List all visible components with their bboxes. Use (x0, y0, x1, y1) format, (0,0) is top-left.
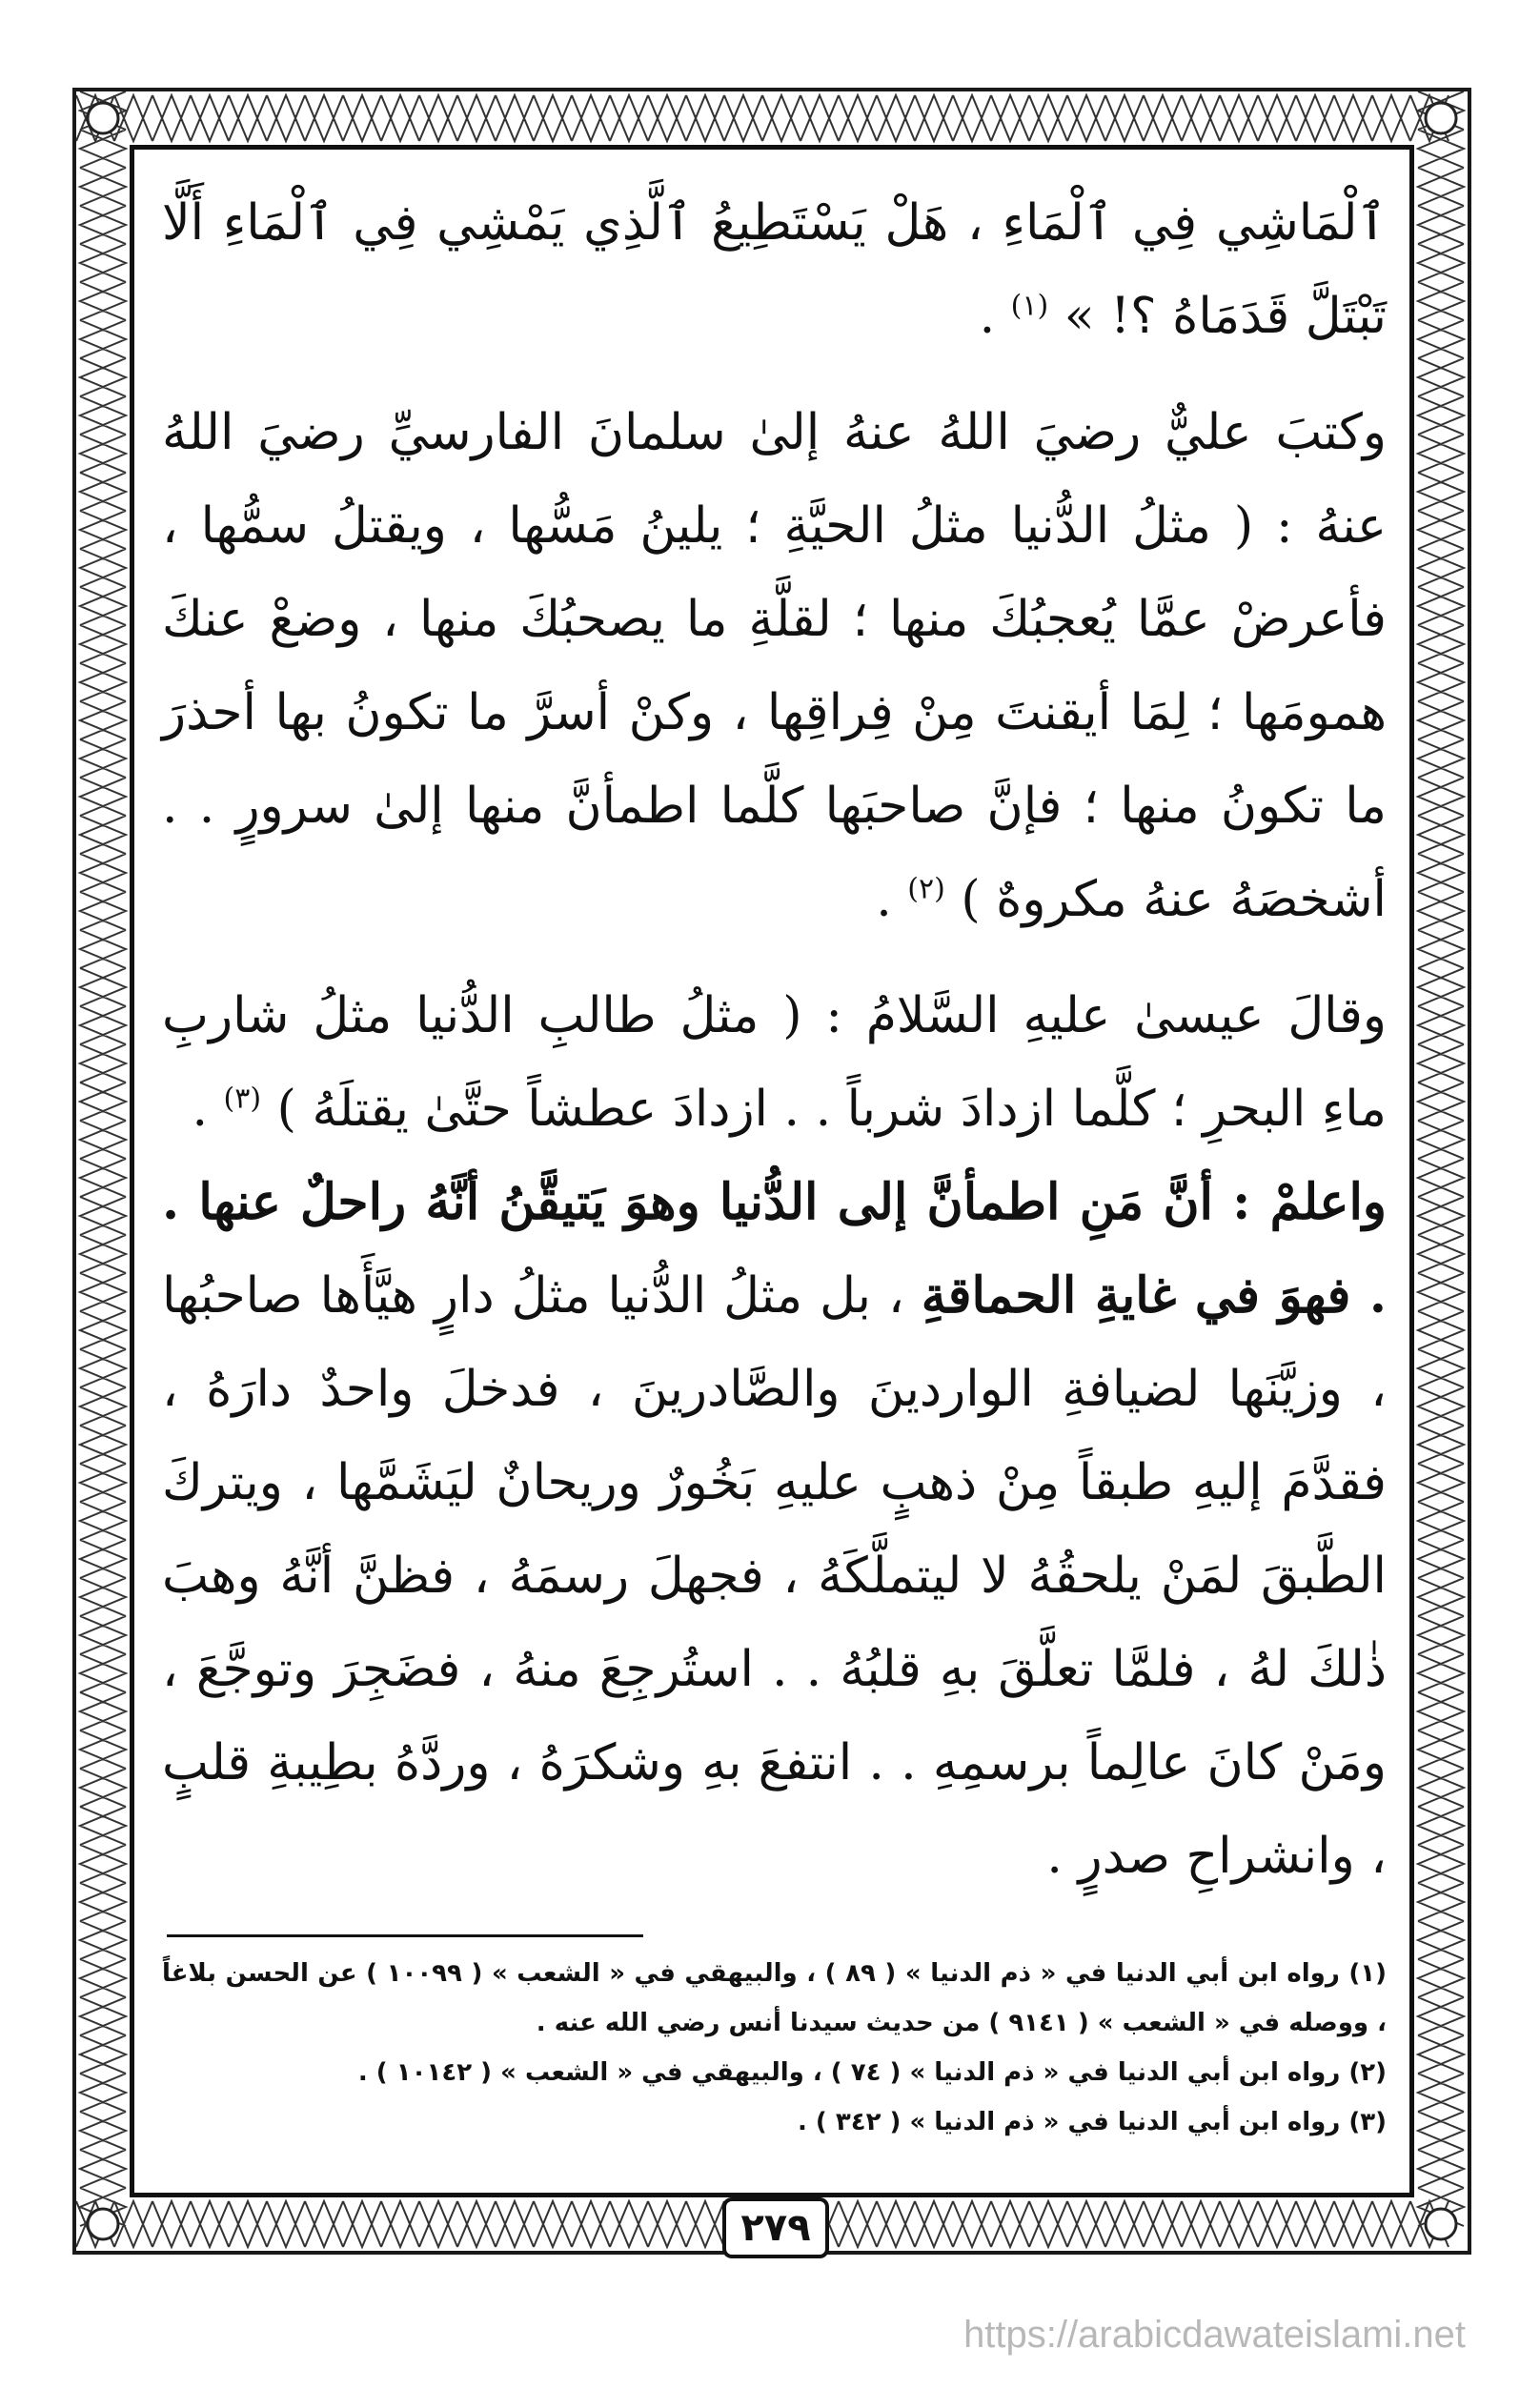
paragraph-3 (162, 969, 1387, 1156)
footnote-1: (١) رواه ابن أبي الدنيا في « ذم الدنيا » ( ٨٩ ) ، والبيهقي في « الشعب » ( ١٠٠٩٩ ) عن الحسن بلاغاً ، ووصله في « الشعب » ( ٩١٤١ ) من حديث سيدنا أنس رضي الله عنه . (162, 1959, 1387, 2037)
footnote-separator (167, 1934, 643, 1937)
paragraph-end: . (876, 871, 892, 928)
paragraph-2 (162, 386, 1387, 946)
corner-ornament-icon (88, 103, 118, 133)
paragraph-text: ٱلْمَاشِي فِي ٱلْمَاءِ ، هَلْ يَسْتَطِيعُ ٱلَّذِي يَمْشِي فِي ٱلْمَاءِ أَلَّا تَبْتَلَّ قَدَمَاهُ ؟! » (162, 194, 1387, 345)
footnote-3: (٣) رواه ابن أبي الدنيا في « ذم الدنيا » ( ٣٤٢ ) . (797, 2108, 1387, 2136)
paragraph-text: وقالَ عيسىٰ عليهِ السَّلامُ : ( مثلُ طالبِ الدُّنيا مثلُ شاربِ ماءِ البحرِ ؛ كلَّما ازدادَ شرباً . . ازدادَ عطشاً حتَّىٰ يقتلَهُ ) (162, 987, 1387, 1138)
corner-ornament-icon (1426, 103, 1456, 133)
page-number: ٢٧٩ (722, 2197, 829, 2258)
paragraph-end: . (979, 288, 996, 345)
paragraph-text: وكتبَ عليٌّ رضيَ اللهُ عنهُ إلىٰ سلمانَ الفارسيِّ رضيَ اللهُ عنهُ : ( مثلُ الدُّنيا مثلُ الحيَّةِ ؛ يلينُ مَسُّها ، ويقتلُ سمُّها ، فأعرضْ عمَّا يُعجبُكَ منها ؛ لقلَّةِ ما يصحبُكَ منها ، وضعْ عنكَ همومَها ؛ لِمَا أيقنتَ مِنْ فِراقِها ، وكنْ أسرَّ ما تكونُ بها أحذرَ ما تكونُ منها ؛ فإنَّ صاحبَها كلَّما اطمأنَّ منها إلىٰ سرورٍ . . أشخصَهُ عنهُ مكروهٌ ) (162, 404, 1387, 928)
watermark: https://arabicdawateislami.net (963, 2314, 1466, 2356)
corner-ornament-icon (1426, 2209, 1456, 2239)
footnote-ref-3: (٣) (223, 1082, 262, 1116)
main-text (162, 176, 1387, 1903)
paragraph-1 (162, 176, 1387, 363)
footnote-2: (٢) رواه ابن أبي الدنيا في « ذم الدنيا » ( ٧٤ ) ، والبيهقي في « الشعب » ( ١٠١٤٢ ) . (357, 2058, 1387, 2087)
corner-ornament-icon (88, 2209, 118, 2239)
footnote-ref-1: (١) (1010, 289, 1049, 323)
paragraph-bold-lead: واعلمْ : أنَّ مَنِ اطمأنَّ إلى الدُّنيا وهوَ يَتيقَّنُ أنَّهُ راحلٌ عنها . . فهوَ في غايةِ الحماقةِ (162, 1173, 1388, 1325)
footnotes (162, 1949, 1387, 2147)
paragraph-text: ، بل مثلُ الدُّنيا مثلُ دارٍ هيَّأَها صاحبُها ، وزيَّنَها لضيافةِ الواردينَ والصَّادرينَ ، فدخلَ واحدٌ دارَهُ ، فقدَّمَ إليهِ طبقاً مِنْ ذهبٍ عليهِ بَخُورٌ وريحانٌ ليَشَمَّها ، ويتركَ الطَّبقَ لمَنْ يلحقُهُ لا ليتملَّكَهُ ، فجهلَ رسمَهُ ، فظنَّ أنَّهُ وهبَ ذٰلكَ لهُ ، فلمَّا تعلَّقَ بهِ قلبُهُ . . استُرجِعَ منهُ ، فضَجِرَ وتوجَّعَ ، ومَنْ كانَ عالِماً برسمِهِ . . انتفعَ بهِ وشكرَهُ ، وردَّهُ بطِيبةِ قلبٍ ، وانشراحِ صدرٍ . (162, 1267, 1387, 1885)
paragraph-end: . (192, 1081, 208, 1138)
paragraph-4 (162, 1156, 1387, 1903)
footnote-ref-2: (٢) (907, 872, 945, 906)
